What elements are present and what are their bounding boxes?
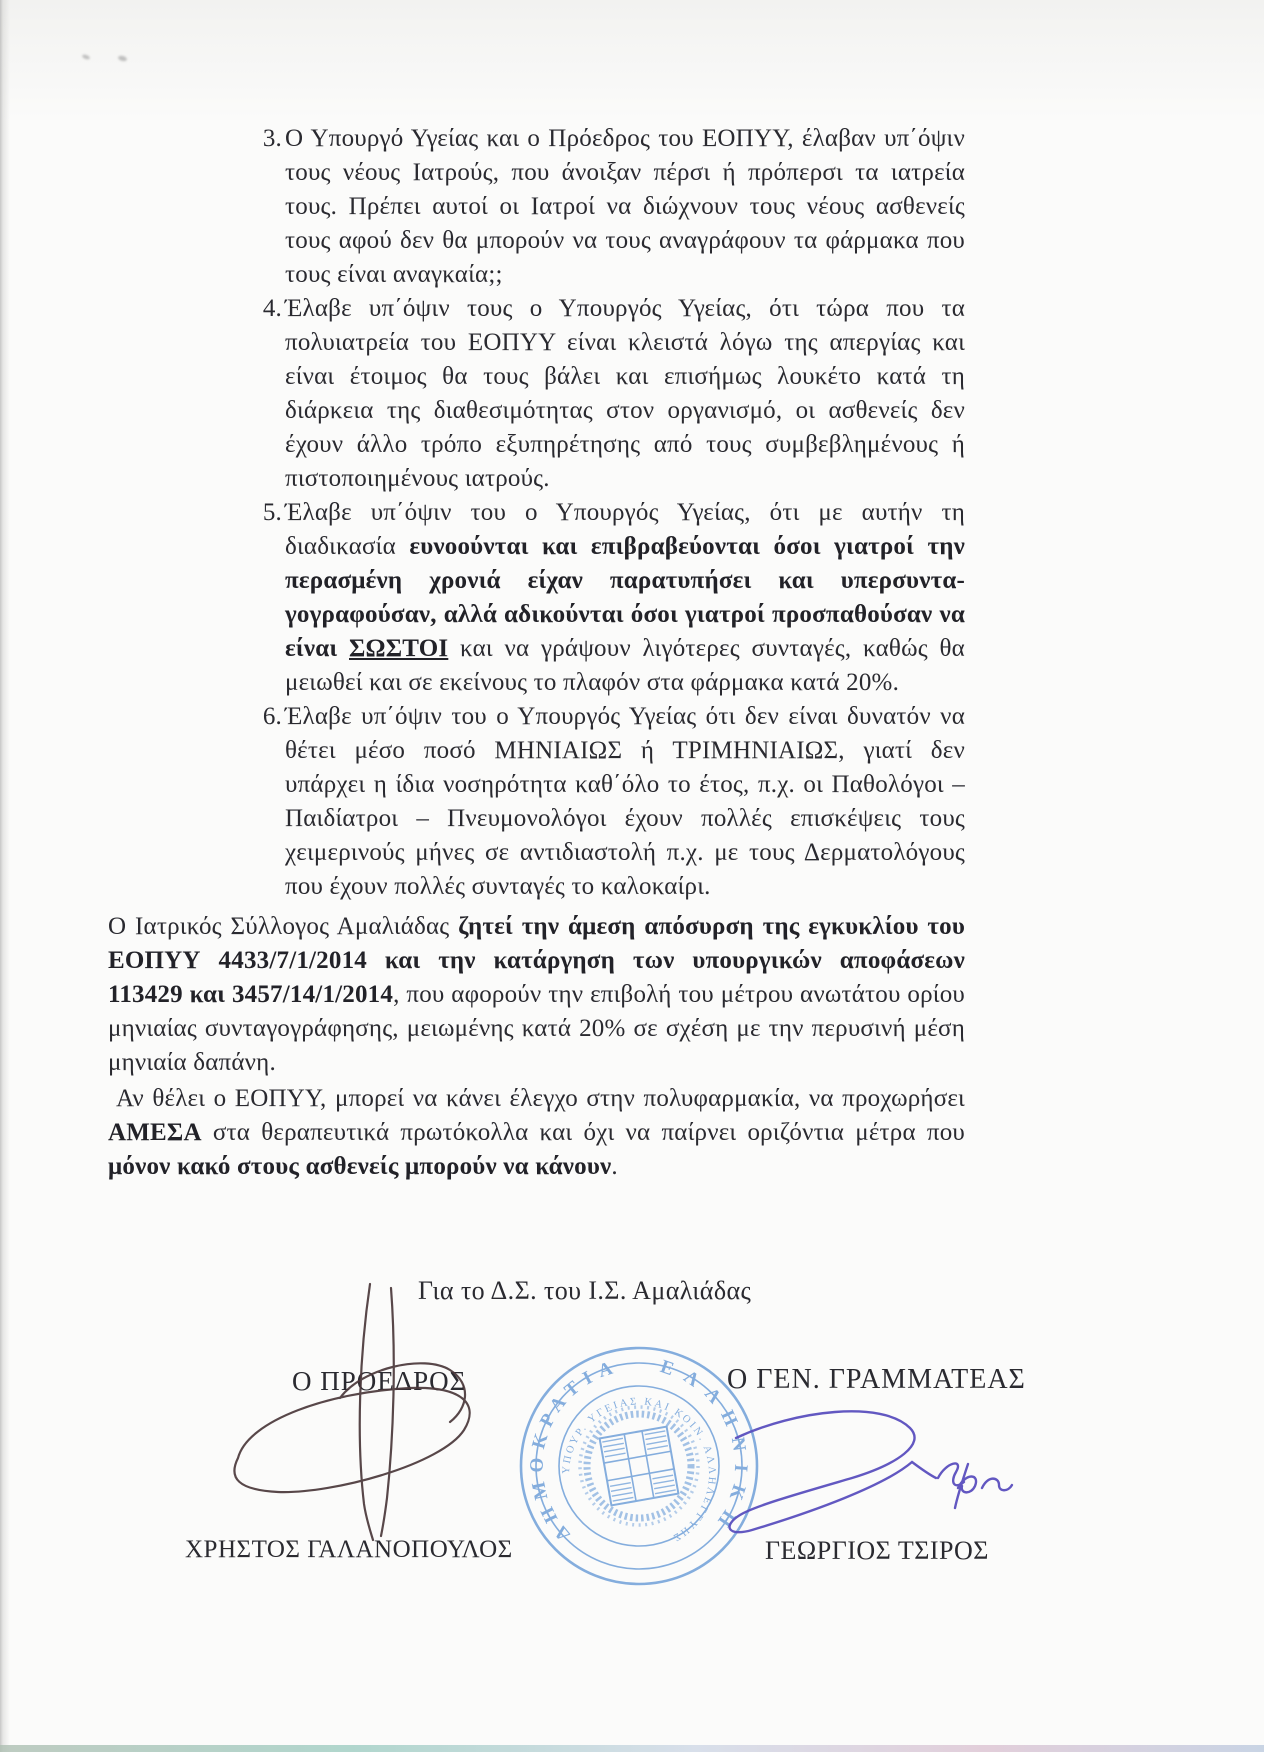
scan-edge-left [0, 0, 10, 1752]
president-signature [234, 1284, 469, 1540]
paragraph-demand: Ο Ιατρικός Σύλλογος Αμαλιάδας ζητεί την άμεση απόσυρση της εγκυκλίου του ΕΟΠΥΥ 4433/7/1/2014 και την κατάργηση των υπουργικών αποφάσεων 113429 και 3457/14/1/2014, που αφορούν την επιβολή του μέτρου ανωτάτου ορίου μηνιαίας συνταγογράφησης, μειωμένης κατά 20% σε σχέση με την περυσινή μέση μηνιαία δαπάνη. [108, 913, 966, 1076]
list-item-5 [108, 496, 965, 700]
stamp-wreath [587, 1414, 691, 1518]
item-text: Ο Υπουργό Υγείας και ο Πρόεδρος του ΕΟΠΥΥ, έλαβαν υπ΄όψιν τους νέους Ιατρούς, που άνοιξαν πέρσι ή πρόπερσι τα ιατρεία τους. Πρέπει αυτοί οι Ιατροί να διώχνουν τους νέους ασθενείς τους αφού δεν θα μπορούν να τους αναγράφουν τα φάρμακα που τους είναι αναγκαία;; [285, 125, 965, 288]
scan-edge-bottom [0, 1745, 1264, 1752]
secretary-signature [730, 1411, 1012, 1532]
official-stamp [521, 1348, 757, 1584]
list-item-4 [108, 292, 965, 496]
svg-text:ΔΗΜΟΚΡΑΤΙΑ [526, 1356, 622, 1545]
list-item-3 [108, 122, 965, 292]
item-text: Έλαβε υπ΄όψιν τους ο Υπουργός Υγείας, ότι τώρα που τα πολυιατρεία του ΕΟΠΥΥ είναι κλειστά λόγω της απεργίας και είναι έτοιμος θα τους βάλει και επισήμως λουκέτο κατά τη διάρκεια της διαθεσιμότητας στον οργανισμό, οι ασθενείς δεν έχουν άλλο τρόπο εξυπηρέτησης από τους συμβεβλημένους ή πιστοποιημένους ιατρούς. [285, 295, 965, 492]
numbered-list [108, 122, 965, 904]
secretary-title: Ο ΓΕΝ. ΓΡΑΜΜΑΤΕΑΣ [727, 1364, 1026, 1395]
item-text: Έλαβε υπ΄όψιν του ο Υπουργός Υγείας ότι δεν είναι δυνατόν να θέτει μέσο ποσό ΜΗΝΙΑΙΩΣ ή ΤΡΙΜΗΝΙΑΙΩΣ, γιατί δεν υπάρχει η ίδια νοσηρότητα καθ΄όλο το έτος, π.χ. οι Παθολόγοι – Παιδίατροι – Πνευμονολόγοι έχουν πολλές επισκέψεις τους χειμερινούς μήνες σε αντιδιαστολή π.χ. με τους Δερματολόγους που έχουν πολλές συνταγές το καλοκαίρι. [285, 703, 965, 900]
closing-line: Για το Δ.Σ. του Ι.Σ. Αμαλιάδας [418, 1276, 752, 1305]
secretary-name: ΓΕΩΡΓΙΟΣ ΤΣΙΡΟΣ [765, 1536, 989, 1565]
item-number: 4. [262, 295, 282, 322]
stamp-ring-text-right: ΕΛΛΗΝΙΚΗ [657, 1356, 752, 1541]
president-name: ΧΡΗΣΤΟΣ ΓΑΛΑΝΟΠΟΥΛΟΣ [185, 1536, 513, 1563]
stamp-cross-emblem [600, 1427, 679, 1506]
item-number: 6. [262, 703, 282, 730]
paragraph-conclusion: Αν θέλει ο ΕΟΠΥΥ, μπορεί να κάνει έλεγχο στην πολυφαρμακία, να προχωρήσει ΑΜΕΣΑ στα θεραπευτικά πρωτόκολλα και όχι να παίρνει οριζόντια μέτρα που μόνον κακό στους ασθενείς μπορούν να κάνουν. [108, 1085, 965, 1180]
item-number: 5. [262, 499, 282, 526]
scan-shadow [0, 0, 1264, 120]
stamp-ring-text-left: ΔΗΜΟΚΡΑΤΙΑ [526, 1355, 623, 1545]
stamp-inner-ring-text: ΥΠΟΥΡ. ΥΓΕΙΑΣ ΚΑΙ ΚΟΙΝ. ΑΛΛΗΛΕΓΓΥΗΣ [560, 1396, 718, 1544]
president-title: Ο ΠΡΟΕΔΡΟΣ [292, 1366, 467, 1396]
stamp-wreath [580, 1407, 698, 1525]
item-text: Έλαβε υπ΄όψιν του ο Υπουργός Υγείας, ότι με αυτήν τη διαδικασία ευνοούνται και επιβραβεύονται όσοι γιατροί την περασμένη χρονιά είχαν παρατυπήσει και υπερσυντα-γογραφούσαν, αλλά αδικούνται όσοι γιατροί προσπαθούσαν να είναι ΣΩΣΤΟΙ και να γράψουν λιγότερες συνταγές, καθώς θα μειωθεί και σε εκείνους το πλαφόν στα φάρμακα κατά 20%. [285, 499, 965, 696]
item-number: 3. [262, 125, 282, 152]
list-item-6 [108, 700, 965, 904]
svg-text:ΥΠΟΥΡ. ΥΓΕΙΑΣ ΚΑΙ ΚΟΙΝ. ΑΛΛΗΛΕ [561, 1396, 717, 1544]
